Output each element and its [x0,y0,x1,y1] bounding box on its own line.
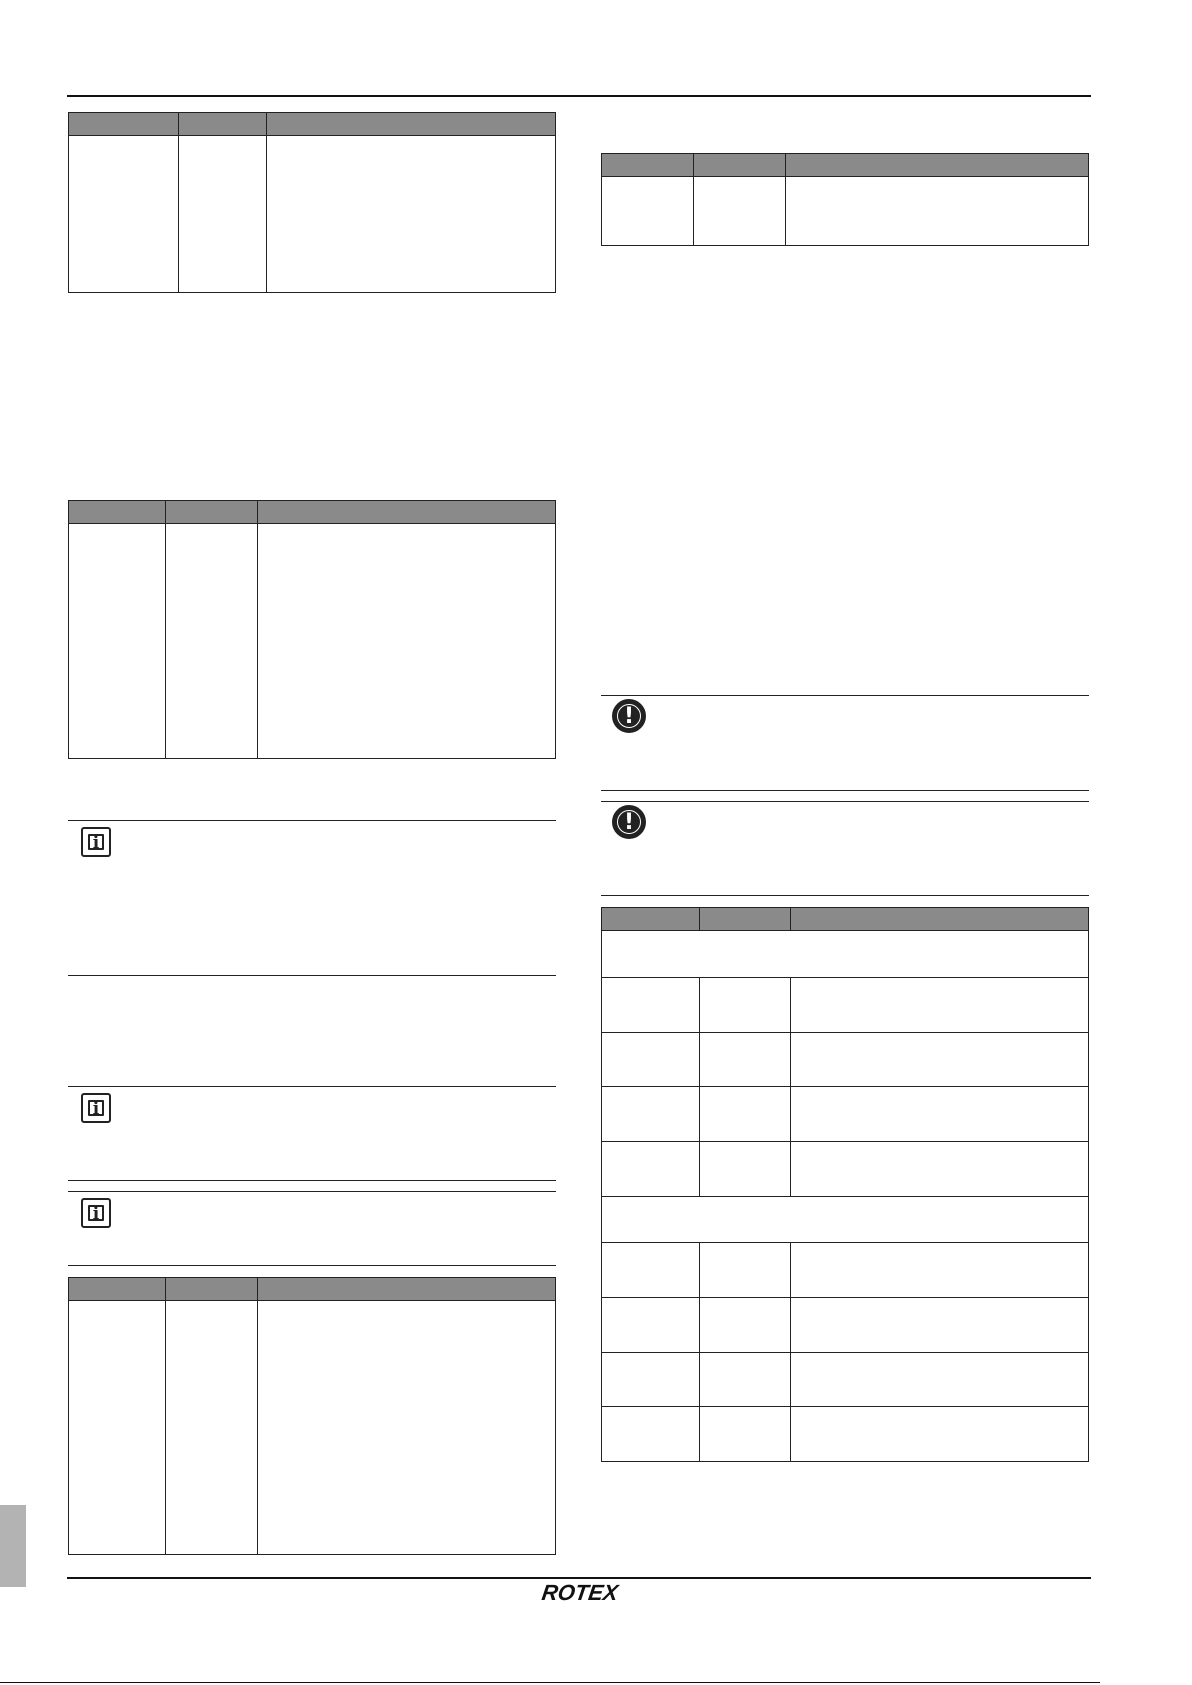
table-header-cell [258,501,556,524]
note-rule [68,1191,556,1192]
table-cell [700,1032,791,1087]
exclamation-icon: ! [612,805,646,839]
table-section-cell [602,1196,1089,1243]
table-cell [69,524,166,759]
table-row [69,524,556,759]
table-row [602,1141,1089,1196]
side-tab [0,1505,26,1587]
table-cell [602,1141,700,1196]
table-header-cell [166,1278,258,1301]
table-header-cell [179,113,267,136]
table-cell [700,977,791,1032]
table-cell [786,177,1089,246]
table-row [602,1297,1089,1352]
table-row [602,1032,1089,1087]
table-header-row [69,501,556,524]
table-header-cell [69,1278,166,1301]
table-cell [258,1301,556,1555]
note-rule [68,1086,556,1087]
table-cell [791,1297,1089,1352]
table-header-row [69,1278,556,1301]
table-row [602,1243,1089,1298]
table-row [69,136,556,293]
note-rule [68,975,556,976]
table-header-cell [69,501,166,524]
table-header-cell [166,501,258,524]
table-cell [602,177,694,246]
table-header-cell [267,113,556,136]
table-cell [791,1141,1089,1196]
note-rule [601,895,1089,896]
table-row [602,977,1089,1032]
table-1 [68,112,556,293]
table-cell [700,1243,791,1298]
table-cell [166,1301,258,1555]
table-cell [791,1352,1089,1407]
table-2 [68,500,556,759]
table-cell [700,1087,791,1142]
table-cell [69,1301,166,1555]
table-cell [602,1032,700,1087]
info-icon: i [81,827,111,857]
table-cell [700,1407,791,1462]
table-cell [602,1352,700,1407]
table-section-row [602,931,1089,978]
rotex-logo: ROTEX [540,1580,620,1605]
table-cell [602,1407,700,1462]
table-header-cell [791,908,1089,931]
table-cell [602,1087,700,1142]
header-rule [67,95,1091,97]
exclamation-icon: ! [612,699,646,733]
footer-rule [67,1577,1091,1579]
table-row [602,177,1089,246]
table-row [602,1407,1089,1462]
table-header-cell [786,154,1089,177]
table-header-cell [602,908,700,931]
table-header-cell [602,154,694,177]
table-cell [267,136,556,293]
note-rule [68,1180,556,1181]
table-cell [791,1407,1089,1462]
table-cell [791,1032,1089,1087]
note-rule [68,1265,556,1266]
table-section-cell [602,931,1089,978]
table-cell [69,136,179,293]
note-rule [601,801,1089,802]
table-header-row [602,154,1089,177]
table-5 [601,907,1089,1462]
table-header-row [602,908,1089,931]
table-row [602,1352,1089,1407]
table-cell [700,1352,791,1407]
note-rule [601,695,1089,696]
table-row [602,1087,1089,1142]
table-cell [791,1243,1089,1298]
table-cell [166,524,258,759]
table-cell [179,136,267,293]
table-header-row [69,113,556,136]
table-header-cell [69,113,179,136]
table-cell [694,177,786,246]
table-header-cell [694,154,786,177]
table-section-row [602,1196,1089,1243]
table-3 [68,1277,556,1555]
table-cell [602,977,700,1032]
note-rule [601,790,1089,791]
table-cell [258,524,556,759]
table-header-cell [258,1278,556,1301]
table-cell [602,1297,700,1352]
info-icon: i [81,1093,111,1123]
table-cell [700,1297,791,1352]
table-4 [601,153,1089,246]
table-row [69,1301,556,1555]
note-rule [68,820,556,821]
table-cell [602,1243,700,1298]
table-cell [791,977,1089,1032]
table-cell [791,1087,1089,1142]
table-cell [700,1141,791,1196]
info-icon: i [81,1198,111,1228]
table-header-cell [700,908,791,931]
bottom-edge-rule [0,1682,1100,1683]
